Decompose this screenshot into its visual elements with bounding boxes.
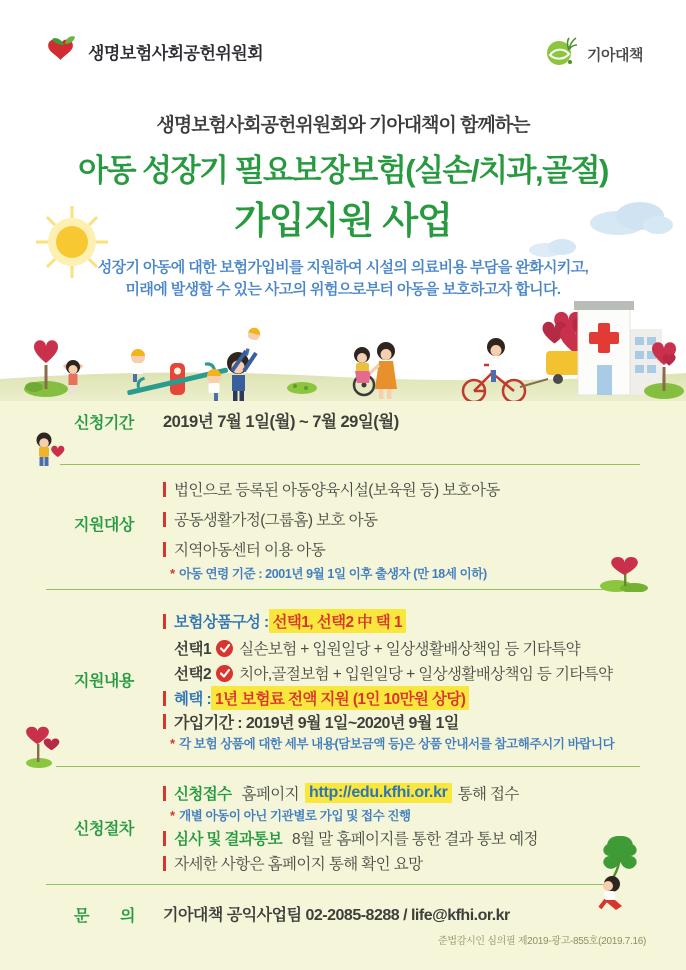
section-label-contact: 문 의 xyxy=(74,908,135,925)
cloud-icon xyxy=(528,236,578,263)
bullet-bar-icon xyxy=(163,831,166,846)
section-divider xyxy=(60,464,640,465)
kfhi-logo-icon xyxy=(545,37,579,72)
clover-child-icon xyxy=(588,834,652,919)
bullet-bar-icon xyxy=(163,786,166,801)
tagline: 생명보험사회공헌위원회와 기아대책이 함께하는 xyxy=(156,115,530,136)
bullet-bar-icon xyxy=(163,691,166,706)
heart-bush-icon xyxy=(598,556,650,597)
section-divider xyxy=(46,884,612,885)
heart-leaf-logo-icon xyxy=(48,33,80,70)
bullet-bar-icon xyxy=(163,714,166,729)
target-note: * 아동 연령 기준 : 2001년 9월 1일 이후 출생자 (만 18세 이하) xyxy=(170,565,487,581)
procedure-note: * 개별 아동이 아닌 기관별로 가입 및 접수 진행 xyxy=(170,807,411,823)
asterisk-icon: * xyxy=(170,565,176,581)
subtitle-line2: 미래에 발생할 수 있는 사고의 위험으로부터 아동을 보호하고자 합니다. xyxy=(125,281,561,298)
section-label-content: 지원내용 xyxy=(74,673,134,690)
apply-period-value: 2019년 7월 1일(월) ~ 7월 29일(월) xyxy=(163,413,399,431)
content-period-line: 가입기간 : 2019년 9월 1일~2020년 9월 1일 xyxy=(163,710,459,733)
composition-highlight: 선택1, 선택2 中 택 1 xyxy=(269,609,406,633)
section-divider xyxy=(46,589,606,590)
procedure-review-line: 심사 및 결과통보 8월 말 홈페이지를 통한 결과 통보 예정 xyxy=(163,827,538,849)
check-icon xyxy=(216,665,233,682)
benefit-highlight: 1년 보험료 전액 지원 (1인 10만원 상당) xyxy=(211,686,469,710)
target-bullet-2: 공동생활가정(그룹홈) 보호 아동 xyxy=(163,508,377,530)
left-logo xyxy=(48,33,263,70)
hospital-icon xyxy=(574,301,662,395)
section-label-apply-period: 신청기간 xyxy=(74,415,134,432)
right-logo-text: 기아대책 xyxy=(587,47,643,64)
approval-number: 준법감시인 심의필 제2019-광고-855호(2019.7.16) xyxy=(437,936,646,947)
right-logo xyxy=(545,37,643,72)
asterisk-icon: * xyxy=(170,807,176,823)
procedure-detail-line: 자세한 사항은 홈페이지 통해 확인 요망 xyxy=(163,852,423,874)
page-title-line2: 가입지원 사업 xyxy=(234,200,452,241)
check-icon xyxy=(216,640,233,657)
left-logo-text: 생명보험사회공헌위원회 xyxy=(88,44,264,63)
bullet-bar-icon xyxy=(163,542,166,557)
bullet-bar-icon xyxy=(163,856,166,871)
section-label-procedure: 신청절차 xyxy=(74,821,134,838)
procedure-receipt-line: 신청접수 홈페이지 http://edu.kfhi.or.kr 통해 접수 xyxy=(163,782,519,804)
page-title-line1: 아동 성장기 필요보장보험(실손/치과,골절) xyxy=(78,153,608,188)
contact-value: 기아대책 공익사업팀 02-2085-8288 / life@kfhi.or.kr xyxy=(163,907,510,924)
cloud-icon xyxy=(588,196,674,241)
illustration-scene xyxy=(0,295,686,410)
sun-icon xyxy=(34,204,110,285)
content-option1-line: 선택1 실손보험 + 입원일당 + 일상생활배상책임 등 기타특약 xyxy=(174,641,581,658)
section-label-target: 지원대상 xyxy=(74,517,134,534)
website-url: http://edu.kfhi.or.kr xyxy=(305,783,452,803)
bullet-bar-icon xyxy=(163,512,166,527)
asterisk-icon: * xyxy=(170,735,176,751)
bush-icon xyxy=(287,382,317,394)
section-divider xyxy=(56,766,640,767)
heart-tree-icon xyxy=(24,340,68,397)
content-benefit-line: 혜택 : 1년 보험료 전액 지원 (1인 10만원 상당) xyxy=(163,686,469,710)
target-bullet-1: 법인으로 등록된 아동양육시설(보육원 등) 보호아동 xyxy=(163,478,500,500)
bullet-bar-icon xyxy=(163,482,166,497)
bullet-bar-icon xyxy=(163,614,166,629)
boy-heart-icon xyxy=(33,432,65,473)
target-bullet-3: 지역아동센터 이용 아동 xyxy=(163,538,325,560)
subtitle-line1: 성장기 아동에 대한 보험가입비를 지원하여 시설의 의료비용 부담을 완화시키고, xyxy=(97,259,589,276)
content-option2-line: 선택2 치아,골절보험 + 입원일당 + 일상생활배상책임 등 기타특약 xyxy=(174,666,613,683)
content-composition-line: 보험상품구성 : 선택1, 선택2 中 택 1 xyxy=(163,609,406,633)
content-note: * 각 보험 상품에 대한 세부 내용(담보금액 등)은 상품 안내서를 참고해주시기 바랍니다 xyxy=(170,735,615,751)
